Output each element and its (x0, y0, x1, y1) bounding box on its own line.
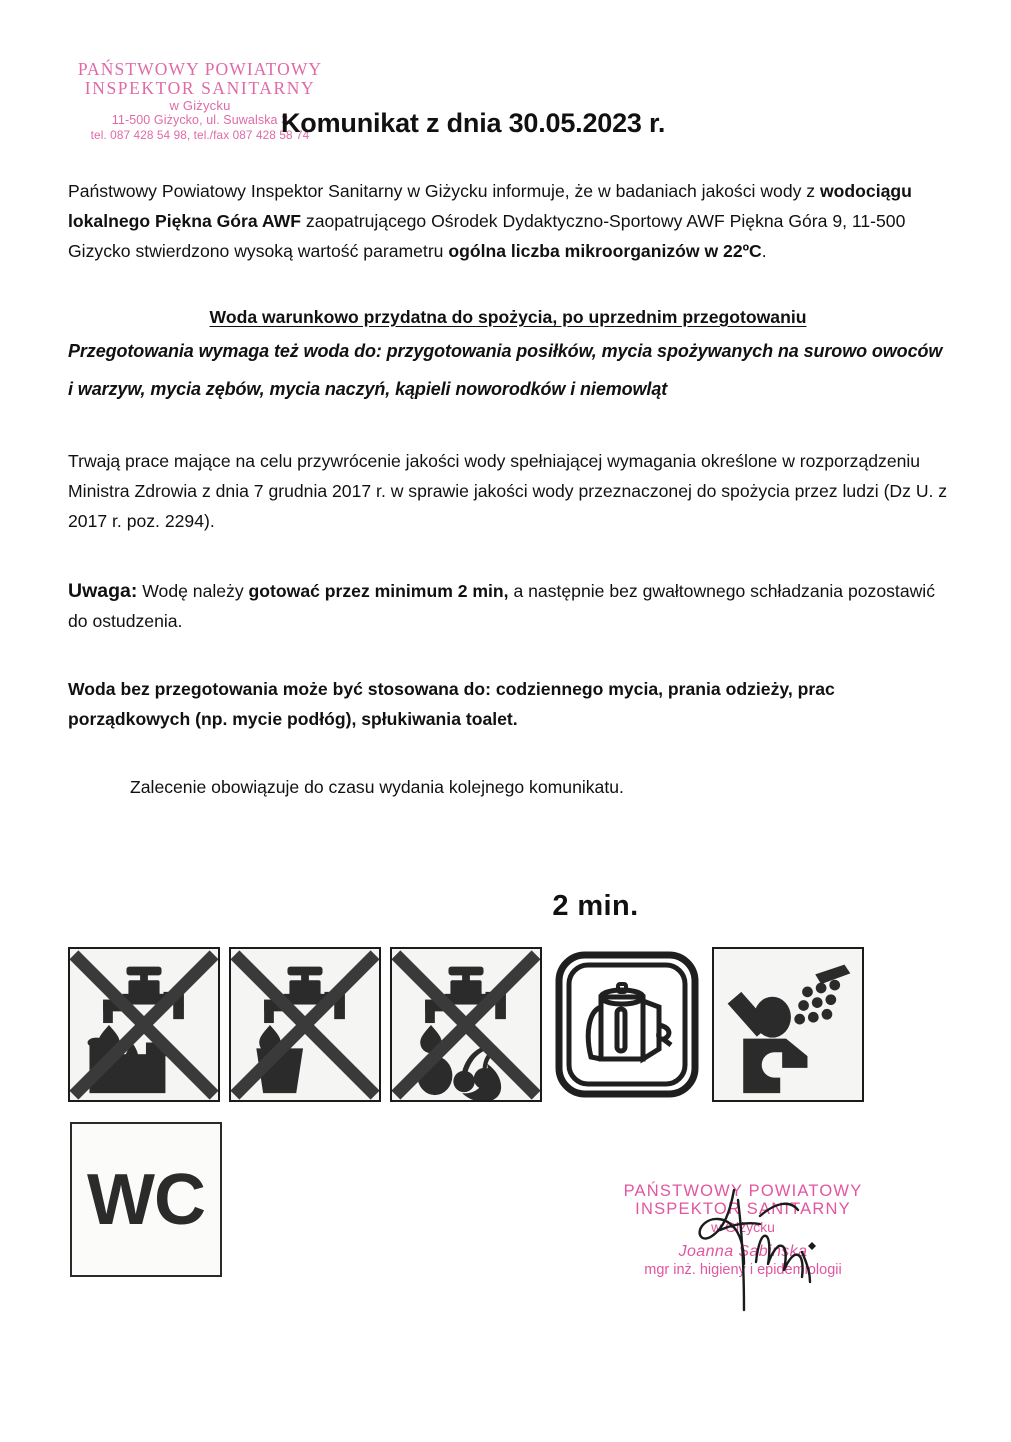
uwaga-label: Uwaga: (68, 580, 138, 602)
intro-waterworks-name: wodociągu lokalnego Piękna Góra AWF (68, 181, 912, 231)
pictogram-kettle-boil (551, 947, 703, 1102)
paragraph-validity: Zalecenie obowiązuje do czasu wydania kolejnego komunikatu. (130, 777, 624, 797)
paragraph-boiling-required: Przegotowania wymaga też woda do: przygotowania posiłków, mycia spożywanych na surowo owoców i warzyw, mycia zębów, mycia naczyń, kąpieli noworodków i niemowląt (68, 341, 943, 399)
page-title: Komunikat z dnia 30.05.2023 r. (281, 108, 666, 138)
document-body (68, 176, 948, 802)
pictogram-no-drinking (229, 947, 381, 1102)
pictogram-no-cooking (68, 947, 220, 1102)
uwaga-text-a: Wodę należy (137, 581, 249, 601)
paragraph-restoration-works: Trwają prace mające na celu przywrócenie jakości wody spełniającej wymagania określone w rozporządzeniu Ministra Zdrowia z dnia 7 grudnia 2017 r. w sprawie jakości wody przeznaczonej do spożycia przez ludzi (Dz U. z 2017 r. poz. 2294). (68, 451, 948, 531)
intro-text-a: Państwowy Powiatowy Inspektor Sanitarny w Giżycku informuje, że w badaniach jakości wody z (68, 181, 820, 201)
uwaga-text-c: a następnie bez gwałtownego schładzania pozostawić do ostudzenia. (68, 581, 936, 631)
signature-stamp-line-2: INSPEKTOR SANITARNY (635, 1200, 851, 1219)
boil-time-label: 2 min. (552, 890, 639, 922)
intro-parameter-name: ogólna liczba mikroorganizów w 22ºC (448, 241, 762, 261)
paragraph-safe-uses: Woda bez przegotowania może być stosowana do: codziennego mycia, prania odzieży, prac porządkowych (np. mycie podłóg), spłukiwania toalet. (68, 679, 835, 729)
intro-text-e: . (761, 241, 767, 261)
spacer-5 (68, 734, 948, 772)
spacer-2 (68, 408, 948, 446)
conditional-use-heading: Woda warunkowo przydatna do spożycia, po uprzednim przegotowaniu (209, 307, 807, 327)
pictogram-no-washing-produce (390, 947, 542, 1102)
wc-label: WC (87, 1159, 205, 1240)
header-stamp-phone: tel. 087 428 54 98, tel./fax 087 428 58 74 (90, 128, 310, 143)
signature-office-stamp (608, 1182, 878, 1278)
intro-text-c: zaopatrującego Ośrodek Dydaktyczno-Sportowy AWF Piękna Góra 9, 11-500 Gizycko stwierdzono wysoką wartość parametru (68, 211, 906, 261)
spacer-4 (68, 636, 948, 674)
paragraph-uwaga (68, 576, 948, 636)
signature-stamp-name: Joanna Sabińska (678, 1242, 808, 1260)
paragraph-intro (68, 176, 948, 266)
spacer-3 (68, 536, 948, 576)
header-stamp-line-2: INSPEKTOR SANITARNY (84, 77, 316, 98)
signature-stamp-titles: mgr inż. higieny i epidemiologii (644, 1261, 842, 1278)
header-stamp-line-1: PAŃSTWOWY POWIATOWY (77, 59, 323, 79)
pictogram-row (68, 947, 864, 1102)
header-stamp-address: 11-500 Giżycko, ul. Suwalska 3 (111, 112, 289, 127)
uwaga-boil-instruction: gotować przez minimum 2 min, (248, 581, 509, 601)
signature-stamp-city: w Giżycku (711, 1218, 775, 1235)
spacer-1 (68, 266, 948, 302)
pictogram-shower-ok (712, 947, 864, 1102)
header-stamp-city: w Giżycku (169, 97, 231, 113)
pictogram-wc (70, 1122, 222, 1277)
signature-stamp-line-1: PAŃSTWOWY POWIATOWY (623, 1182, 863, 1200)
